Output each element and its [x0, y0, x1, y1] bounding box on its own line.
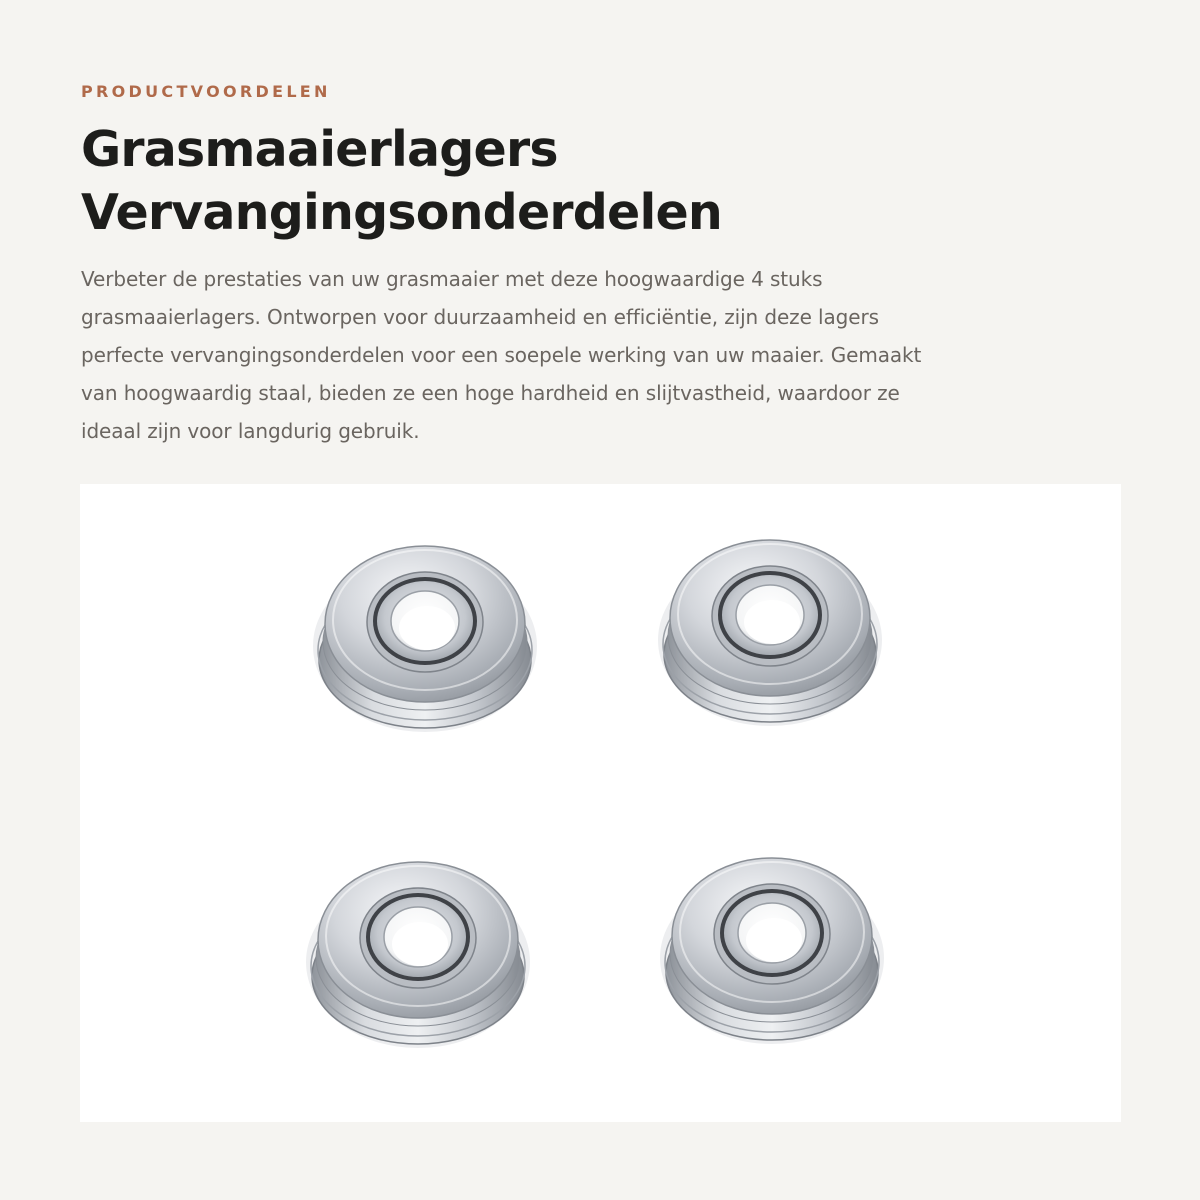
- section-title-line: Grasmaaierlagers: [81, 121, 558, 178]
- product-image: [80, 484, 1121, 1122]
- bearing-item: [660, 858, 884, 1044]
- section-title-line: Vervangingsonderdelen: [81, 184, 722, 241]
- description-line: Verbeter de prestaties van uw grasmaaier met deze hoogwaardige 4 stuks: [81, 267, 823, 291]
- bearings-illustration: [80, 484, 1121, 1122]
- description-line: grasmaaierlagers. Ontworpen voor duurzaamheid en efficiëntie, zijn deze lagers: [81, 305, 879, 329]
- bearing-item: [306, 862, 530, 1048]
- bearing-item: [658, 540, 882, 726]
- section-description: [81, 260, 1081, 450]
- bearing-item: [313, 546, 537, 732]
- section-title: [81, 118, 722, 244]
- description-line: ideaal zijn voor langdurig gebruik.: [81, 419, 420, 443]
- description-line: van hoogwaardig staal, bieden ze een hoge hardheid en slijtvastheid, waardoor ze: [81, 381, 900, 405]
- section-eyebrow: PRODUCTVOORDELEN: [81, 82, 331, 101]
- description-line: perfecte vervangingsonderdelen voor een soepele werking van uw maaier. Gemaakt: [81, 343, 922, 367]
